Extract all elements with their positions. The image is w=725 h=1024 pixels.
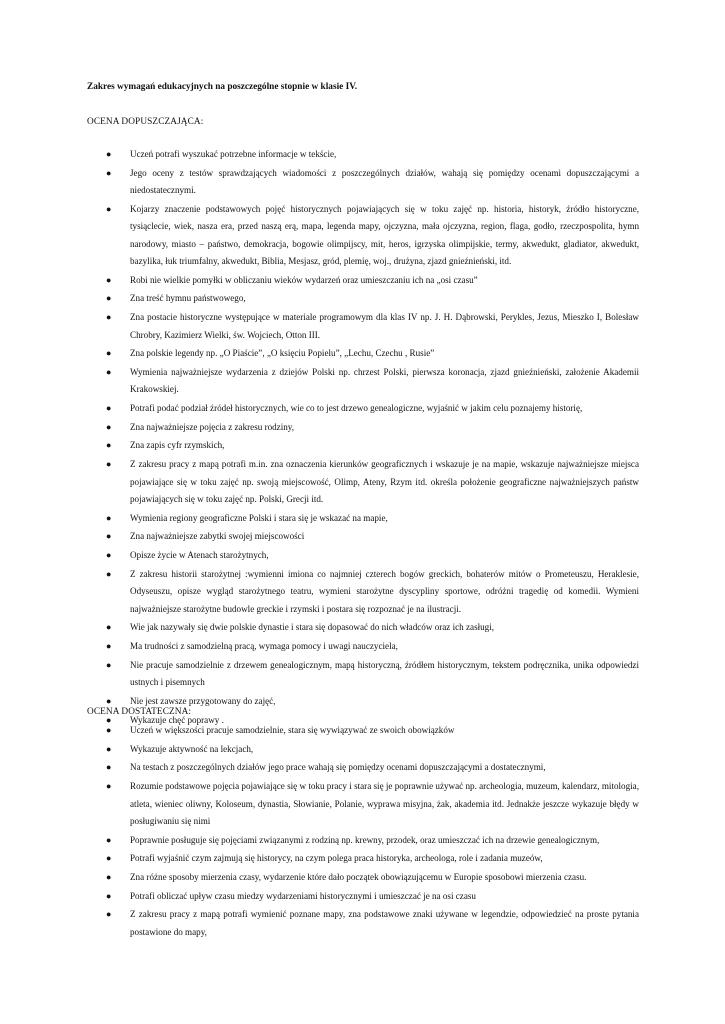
list-item-text: Wymienia najważniejsze wydarzenia z dziejów Polski np. chrzest Polski, pierwsza koronacja, zjazd gnieźnieński, założenie Akademii Krakowskiej. (130, 366, 639, 395)
bullet-icon: ● (106, 781, 112, 792)
bullet-icon: ● (106, 762, 112, 773)
list-item (87, 437, 639, 454)
bullet-icon: ● (106, 531, 112, 542)
list-item-text: Robi nie wielkie pomyłki w obliczaniu wieków wydarzeń oraz umieszczaniu ich na „osi czasu” (130, 274, 478, 285)
section-heading-dopuszczajaca: OCENA DOPUSZCZAJĄCA: (87, 117, 204, 127)
list-item-text: Nie pracuje samodzielnie z drzewem genealogicznym, mapą historyczną, źródłem historycznym, tekstem podręcznika, unika odpowiedzi ustnych i pisemnych (130, 659, 639, 688)
list-item (87, 146, 639, 163)
list-item (87, 272, 639, 289)
list-item-text: Zna najważniejsze pojęcia z zakresu rodziny, (130, 421, 295, 432)
bullet-icon: ● (106, 659, 112, 670)
list-item (87, 400, 639, 417)
bullet-icon: ● (106, 366, 112, 377)
list-item (87, 778, 639, 830)
list-item (87, 456, 639, 508)
bullet-icon: ● (106, 909, 112, 920)
list-item (87, 619, 639, 636)
list-item-text: Na testach z poszczególnych działów jego prace wahają się pomiędzy ocenami dopuszczającymi a dostatecznymi, (130, 762, 546, 773)
bullet-icon: ● (106, 167, 112, 178)
list-item-text: Zna postacie historyczne występujące w materiale programowym dla klas IV np. J. H. Dąbrowski, Perykles, Jezus, Mieszko I, Bolesław Chrobry, Kazimierz Wielki, św. Wojciech, Otton III. (130, 312, 639, 340)
bullet-icon: ● (106, 725, 112, 735)
list-item-text: Potrafi wyjaśnić czym zajmują się historycy, na czym polega praca historyka, archeologa, role i zadania muzeów, (130, 853, 543, 864)
list-item-text: Z zakresu pracy z mapą potrafi wymienić poznane mapy, zna podstawowe znaki używane w legendzie, odpowiedzieć na proste pytania postawione do mapy, (130, 909, 639, 937)
list-item-text: Ma trudności z samodzielną pracą, wymaga pomocy i uwagi nauczyciela, (130, 641, 398, 652)
section-heading-dostateczna: OCENA DOSTATECZNA: (87, 707, 192, 717)
list-item (87, 906, 639, 941)
bullet-icon: ● (106, 568, 112, 579)
list-item-text: Wykazuje chęć poprawy . (130, 714, 224, 725)
list-item-text: Potrafi podać podział źródeł historycznych, wie co to jest drzewo genealogiczne, wyjaśnić w jakim celu poznajemy historię, (130, 403, 583, 414)
list-item (87, 638, 639, 655)
bullet-icon: ● (106, 459, 112, 470)
list-item-text: Zna różne sposoby mierzenia czasy, wydarzenie które dało początek obowiązującemu w Europie sposobowi mierzenia czasu. (130, 872, 587, 883)
list-item-text: Nie jest zawsze przygotowany do zajęć, (130, 695, 276, 706)
list-item-text: Z zakresu historii starożytnej :wymienni imiona co najmniej czterech bogów greckich, bohaterów mitów o Prometeuszu, Heraklesie, Odyseuszu, opisze wygląd starożytnego teatru, wymieni starożytne dyscypliny sportowe, odróżni tragedię od komedii. Wymieni najważniejsze starożytne budowle greckie i rzymski i postara się rozpoznać je na ilustracji. (130, 568, 639, 614)
list-item (87, 850, 639, 867)
bullet-icon: ● (106, 293, 112, 304)
document-title: Zakres wymagań edukacyjnych na poszczególne stopnie w klasie IV. (87, 82, 358, 92)
list-item-text: Zna treść hymnu państwowego, (130, 293, 246, 304)
bullet-icon: ● (106, 890, 112, 901)
list-item (87, 832, 639, 849)
bullet-icon: ● (106, 695, 112, 706)
bullet-icon: ● (106, 421, 112, 432)
bullet-icon: ● (106, 550, 112, 561)
list-item (87, 722, 639, 739)
bullet-icon: ● (106, 203, 112, 214)
list-item (87, 419, 639, 436)
requirements-list-dopuszczajaca (87, 146, 639, 730)
bullet-icon: ● (106, 641, 112, 652)
list-item (87, 364, 639, 399)
bullet-icon: ● (106, 403, 112, 414)
list-item (87, 345, 639, 362)
bullet-icon: ● (106, 743, 112, 754)
bullet-icon: ● (106, 872, 112, 883)
list-item-text: Poprawnie posługuje się pojęciami związanymi z rodziną np. krewny, przodek, oraz umieszczać ich na drzewie genealogicznym, (130, 834, 600, 845)
list-item (87, 759, 639, 776)
list-item-text: Z zakresu pracy z mapą potrafi m.in. zna oznaczenia kierunków geograficznych i wskazuje je na mapie, wskazuje najważniejsze miejsca pojawiające się w toku zajęć np. swoją miejscowość, Olimp, Ateny, Rzym itd. określa położenie geograficzne najważniejszych państw pojawiających się w toku zajęć np. Polski, Grecji itd. (130, 459, 639, 504)
bullet-icon: ● (106, 312, 112, 323)
bullet-icon: ● (106, 274, 112, 285)
list-item-text: Jego oceny z testów sprawdzających wiadomości z poszczególnych działów, wahają się pomiędzy ocenami dopuszczającymi a niedostatecznymi. (130, 167, 639, 196)
list-item-text: Zna zapis cyfr rzymskich, (130, 440, 225, 451)
list-item (87, 309, 639, 344)
list-item-text: Zna polskie legendy np. „O Piaście”, „O księciu Popielu”, „Lechu, Czechu , Rusie” (130, 348, 435, 359)
list-item-text: Wie jak nazywały się dwie polskie dynastie i stara się dopasować do nich władców oraz ich zasługi, (130, 622, 495, 633)
bullet-icon: ● (106, 149, 112, 159)
list-item-text: Rozumie podstawowe pojęcia pojawiające się w toku pracy i stara się je poprawnie używać np. archeologia, muzeum, kalendarz, mitologia, atleta, wieniec oliwny, Koloseum, dynastia, Słowianie, Polanie, wyprawa misyjna, żak, akademia itd. Jednakże jeszcze wykazuje błędy w posługiwaniu się nimi (130, 781, 639, 826)
list-item-text: Potrafi obliczać upływ czasu miedzy wydarzeniami historycznymi i umieszczać je na osi czasu (130, 890, 476, 901)
bullet-icon: ● (106, 714, 112, 725)
list-item-text: Wykazuje aktywność na lekcjach, (130, 743, 254, 754)
list-item (87, 657, 639, 692)
list-item (87, 201, 639, 271)
bullet-icon: ● (106, 348, 112, 359)
list-item-text: Zna najważniejsze zabytki swojej miejscowości (130, 531, 305, 542)
bullet-icon: ● (106, 440, 112, 451)
list-item-text: Uczeń w większości pracuje samodzielnie, stara się wywiązywać ze swoich obowiązków (130, 725, 455, 735)
list-item-text: Kojarzy znaczenie podstawowych pojęć historycznych pojawiających się w toku zajęć np. historia, historyk, źródło historyczne, tysiąclecie, wiek, nasza era, przed naszą erą, mapa, legenda mapy, ojczyzna, mała ojczyzna, region, flaga, godło, rzeczpospolita, hymn narodowy, miasto – państwo, demokracja, bogowie olimpijscy, mit, heros, igrzyska olimpijskie, termy, akwedukt, gladiator, akwedukt, bazylika, łuk triumfalny, akwedukt, Biblia, Mesjasz, gród, plemię, woj., drużyna, zjazd gnieźnieński, itd. (130, 203, 639, 267)
requirements-list-dostateczna (87, 722, 639, 943)
bullet-icon: ● (106, 834, 112, 845)
bullet-icon: ● (106, 622, 112, 633)
list-item (87, 510, 639, 527)
list-item (87, 547, 639, 564)
list-item (87, 290, 639, 307)
list-item (87, 165, 639, 200)
list-item-text: Uczeń potrafi wyszukać potrzebne informacje w tekście, (130, 149, 337, 159)
bullet-icon: ● (106, 512, 112, 523)
list-item (87, 888, 639, 905)
list-item-text: Wymienia regiony geograficzne Polski i stara się je wskazać na mapie, (130, 512, 388, 523)
list-item (87, 869, 639, 886)
list-item-text: Opisze życie w Atenach starożytnych, (130, 550, 269, 561)
list-item (87, 741, 639, 758)
list-item (87, 528, 639, 545)
list-item (87, 566, 639, 618)
bullet-icon: ● (106, 853, 112, 864)
